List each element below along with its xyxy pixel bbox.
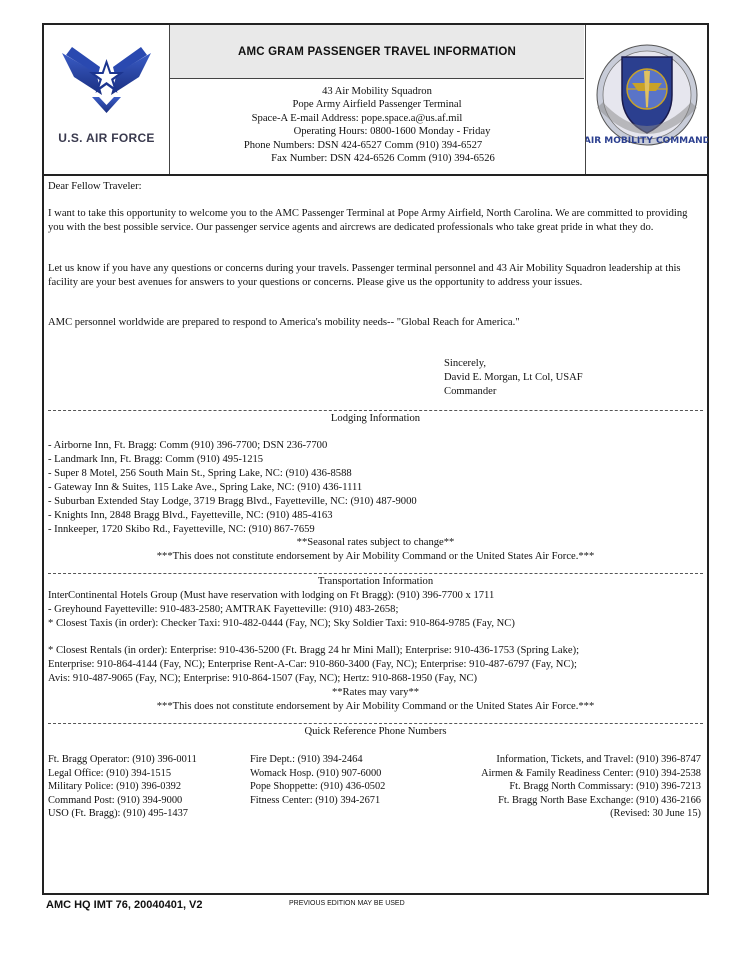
rental-line: Avis: 910-487-9065 (Fay, NC); Enterprise: 910-864-1507 (Fay, NC); Hertz: 910-868-1950 (Fay, NC) — [48, 673, 478, 684]
phone-entry: Ft. Bragg North Base Exchange: (910) 436-2166 — [498, 794, 701, 806]
section-divider — [48, 410, 703, 411]
form-title: AMC GRAM PASSENGER TRAVEL INFORMATION — [170, 25, 584, 79]
lodging-heading: Lodging Information — [330, 413, 421, 424]
squadron-name: 43 Air Mobility Squadron — [322, 86, 432, 97]
concerns-paragraph: Let us know if you have any questions or concerns during your travels. Passenger terminal personnel and 43 Air Mobility Squadron leadership at this facility are your best avenues for answers to your questions or concerns. Please give us the opportunity to address your issues. — [48, 263, 681, 288]
lodging-item: - Gateway Inn & Suites, 115 Lake Ave., Spring Lake, NC: (910) 436-1111 — [48, 482, 363, 493]
closing: Sincerely, — [444, 358, 486, 369]
lodging-item: - Knights Inn, 2848 Bragg Blvd., Fayetteville, NC: (910) 485-4163 — [48, 510, 333, 521]
phone-entry: USO (Ft. Bragg): (910) 495-1437 — [48, 808, 188, 820]
fax-number: Fax Number: DSN 424-6526 Comm (910) 394-6526 — [271, 153, 495, 165]
svg-text:AIR MOBILITY COMMAND: AIR MOBILITY COMMAND — [586, 136, 708, 146]
phone-entry: Legal Office: (910) 394-1515 — [48, 767, 172, 779]
revision-date: (Revised: 30 June 15) — [610, 808, 701, 820]
signer-name: David E. Morgan, Lt Col, USAF — [444, 372, 583, 383]
lodging-rates-note: **Seasonal rates subject to change** — [296, 537, 455, 548]
phone-column-right — [431, 753, 701, 821]
phone-column-middle — [250, 753, 385, 807]
phone-entry: Fitness Center: (910) 394-2671 — [250, 794, 381, 806]
form-identifier: AMC HQ IMT 76, 20040401, V2 — [46, 899, 203, 911]
lodging-item: - Super 8 Motel, 256 South Main St., Spring Lake, NC: (910) 436-8588 — [48, 468, 352, 479]
phones-heading: Quick Reference Phone Numbers — [304, 726, 447, 737]
lodging-item: - Landmark Inn, Ft. Bragg: Comm (910) 495-1215 — [48, 454, 264, 465]
phone-entry: Ft. Bragg Operator: (910) 396-0011 — [48, 754, 197, 765]
terminal-contact-block — [170, 79, 584, 174]
edition-note: PREVIOUS EDITION MAY BE USED — [289, 900, 405, 907]
amc-emblem — [585, 25, 708, 174]
lodging-item: - Suburban Extended Stay Lodge, 3719 Bragg Blvd., Fayetteville, NC: (910) 487-9000 — [48, 496, 417, 507]
travel-information-form — [42, 23, 709, 895]
welcome-paragraph: I want to take this opportunity to welcome you to the AMC Passenger Terminal at Pope Army Airfield, North Carolina. We are committed to providing you with the best possible service. Our passenger service agents and aircrews are dedicated professionals who take great pride in what they do. — [48, 208, 688, 233]
section-divider — [48, 723, 703, 724]
lodging-item: - Airborne Inn, Ft. Bragg: Comm (910) 396-7700; DSN 236-7700 — [48, 440, 328, 451]
form-header — [44, 25, 707, 176]
rental-line: Enterprise: 910-864-4144 (Fay, NC); Enterprise Rent-A-Car: 910-860-3400 (Fay, NC); Enterprise: 910-487-6797 (Fay, NC); — [48, 659, 577, 670]
phone-entry: Airmen & Family Readiness Center: (910) 394-2538 — [481, 767, 701, 779]
hotel-group-line: InterContinental Hotels Group (Must have reservation with lodging on Ft Bragg): (910) 396-7700 x 1711 — [48, 590, 495, 601]
phone-column-left — [48, 753, 197, 821]
phone-entry: Fire Dept.: (910) 394-2464 — [250, 754, 363, 765]
phone-entry: Ft. Bragg North Commissary: (910) 396-7213 — [509, 781, 701, 793]
rental-rates-note: **Rates may vary** — [331, 687, 420, 698]
terminal-name: Pope Army Airfield Passenger Terminal — [292, 99, 462, 111]
lodging-item: - Innkeeper, 1720 Skibo Rd., Fayetteville, NC: (910) 867-7659 — [48, 524, 315, 535]
phone-entry: Womack Hosp. (910) 907-6000 — [250, 767, 382, 779]
phone-entry: Military Police: (910) 396-0392 — [48, 781, 182, 793]
signer-title: Commander — [444, 386, 497, 397]
operating-hours: Operating Hours: 0800-1600 Monday - Friday — [293, 126, 491, 138]
lodging-disclaimer: ***This does not constitute endorsement by Air Mobility Command or the United States Air Force.*** — [156, 551, 595, 562]
phone-numbers: Phone Numbers: DSN 424-6527 Comm (910) 394-6527 — [243, 139, 483, 151]
transportation-disclaimer: ***This does not constitute endorsement by Air Mobility Command or the United States Air Force.*** — [156, 701, 595, 712]
transportation-heading: Transportation Information — [317, 576, 434, 587]
taxi-line: * Closest Taxis (in order): Checker Taxi: 910-482-0444 (Fay, NC); Sky Soldier Taxi: 910-864-9785 (Fay, NC) — [48, 618, 515, 629]
phone-entry: Pope Shoppette: (910) 436-0502 — [250, 781, 386, 793]
space-a-email: Space-A E-mail Address: pope.space.a@us.af.mil — [251, 112, 463, 124]
phone-entry: Command Post: (910) 394-9000 — [48, 794, 183, 806]
phone-entry: Information, Tickets, and Travel: (910) 396-8747 — [496, 754, 701, 765]
mission-paragraph: AMC personnel worldwide are prepared to respond to America's mobility needs-- "Global Reach for America." — [48, 317, 520, 328]
amc-shield-icon — [586, 25, 708, 174]
bus-train-line: - Greyhound Fayetteville: 910-483-2580; AMTRAK Fayetteville: (910) 483-2658; — [48, 604, 399, 615]
greeting: Dear Fellow Traveler: — [48, 181, 142, 192]
usaf-wordmark: U.S. AIR FORCE — [58, 131, 155, 145]
section-divider — [48, 573, 703, 574]
rental-line: * Closest Rentals (in order): Enterprise: 910-436-5200 (Ft. Bragg 24 hr Mini Mall); Enterprise: 910-436-1753 (Spring Lake); — [48, 645, 580, 656]
